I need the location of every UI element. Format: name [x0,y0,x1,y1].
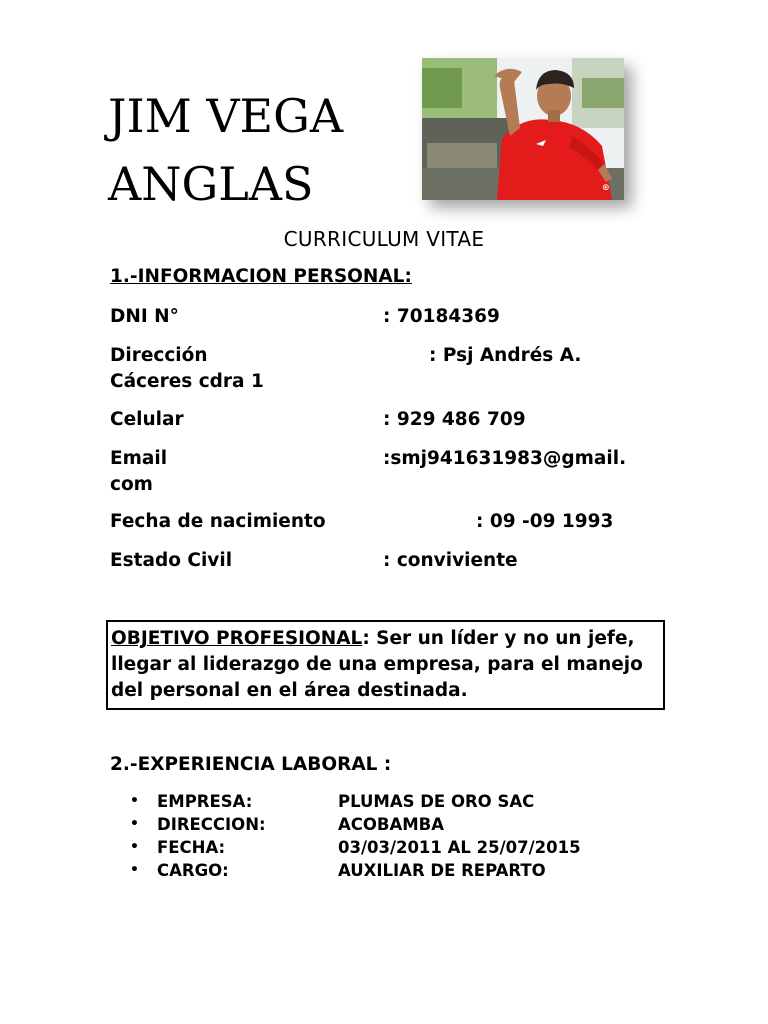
candidate-name [108,82,343,218]
document-title: CURRICULUM VITAE [283,227,485,251]
objective-text: : Ser un líder y no un jefe, llegar al liderazgo de una empresa, para el manejo del personal en el área destinada. [111,628,643,701]
info-value: : 09 -09 1993 [476,511,614,532]
info-value: :smj941631983@gmail. [383,448,627,469]
profile-photo [422,58,624,200]
section-title-experience: 2.-EXPERIENCIA LABORAL : [110,754,392,775]
experience-key: EMPRESA: [157,792,253,811]
info-label: Fecha de nacimiento [110,511,326,532]
info-label: DNI N° [110,306,179,327]
info-value: : 70184369 [383,306,500,327]
experience-value: 03/03/2011 AL 25/07/2015 [338,838,581,857]
objective-label: OBJETIVO PROFESIONAL [111,628,363,649]
info-value: : conviviente [383,550,518,571]
experience-value: ACOBAMBA [338,815,445,834]
candidate-name-line-1: JIM VEGA [108,89,344,143]
info-value-continuation: Cáceres cdra 1 [110,371,264,392]
experience-key: CARGO: [157,861,229,880]
info-label: Email [110,448,168,469]
svg-text:⊕: ⊕ [602,183,610,193]
experience-value: PLUMAS DE ORO SAC [338,792,535,811]
bullet-icon: • [130,793,139,809]
section-title-personal: 1.-INFORMACION PERSONAL: [110,266,412,287]
info-label: Estado Civil [110,550,233,571]
info-value-continuation: com [110,474,153,495]
bullet-icon: • [130,839,139,855]
bullet-icon: • [130,816,139,832]
candidate-name-line-2: ANGLAS [108,157,314,211]
info-value: : Psj Andrés A. [429,345,582,366]
bullet-icon: • [130,862,139,878]
experience-value: AUXILIAR DE REPARTO [338,861,546,880]
experience-key: FECHA: [157,838,226,857]
person-photo-icon [422,58,624,200]
experience-key: DIRECCION: [157,815,266,834]
info-label: Dirección [110,345,208,366]
objective-box [106,620,665,710]
info-label: Celular [110,409,184,430]
info-value: : 929 486 709 [383,409,526,430]
